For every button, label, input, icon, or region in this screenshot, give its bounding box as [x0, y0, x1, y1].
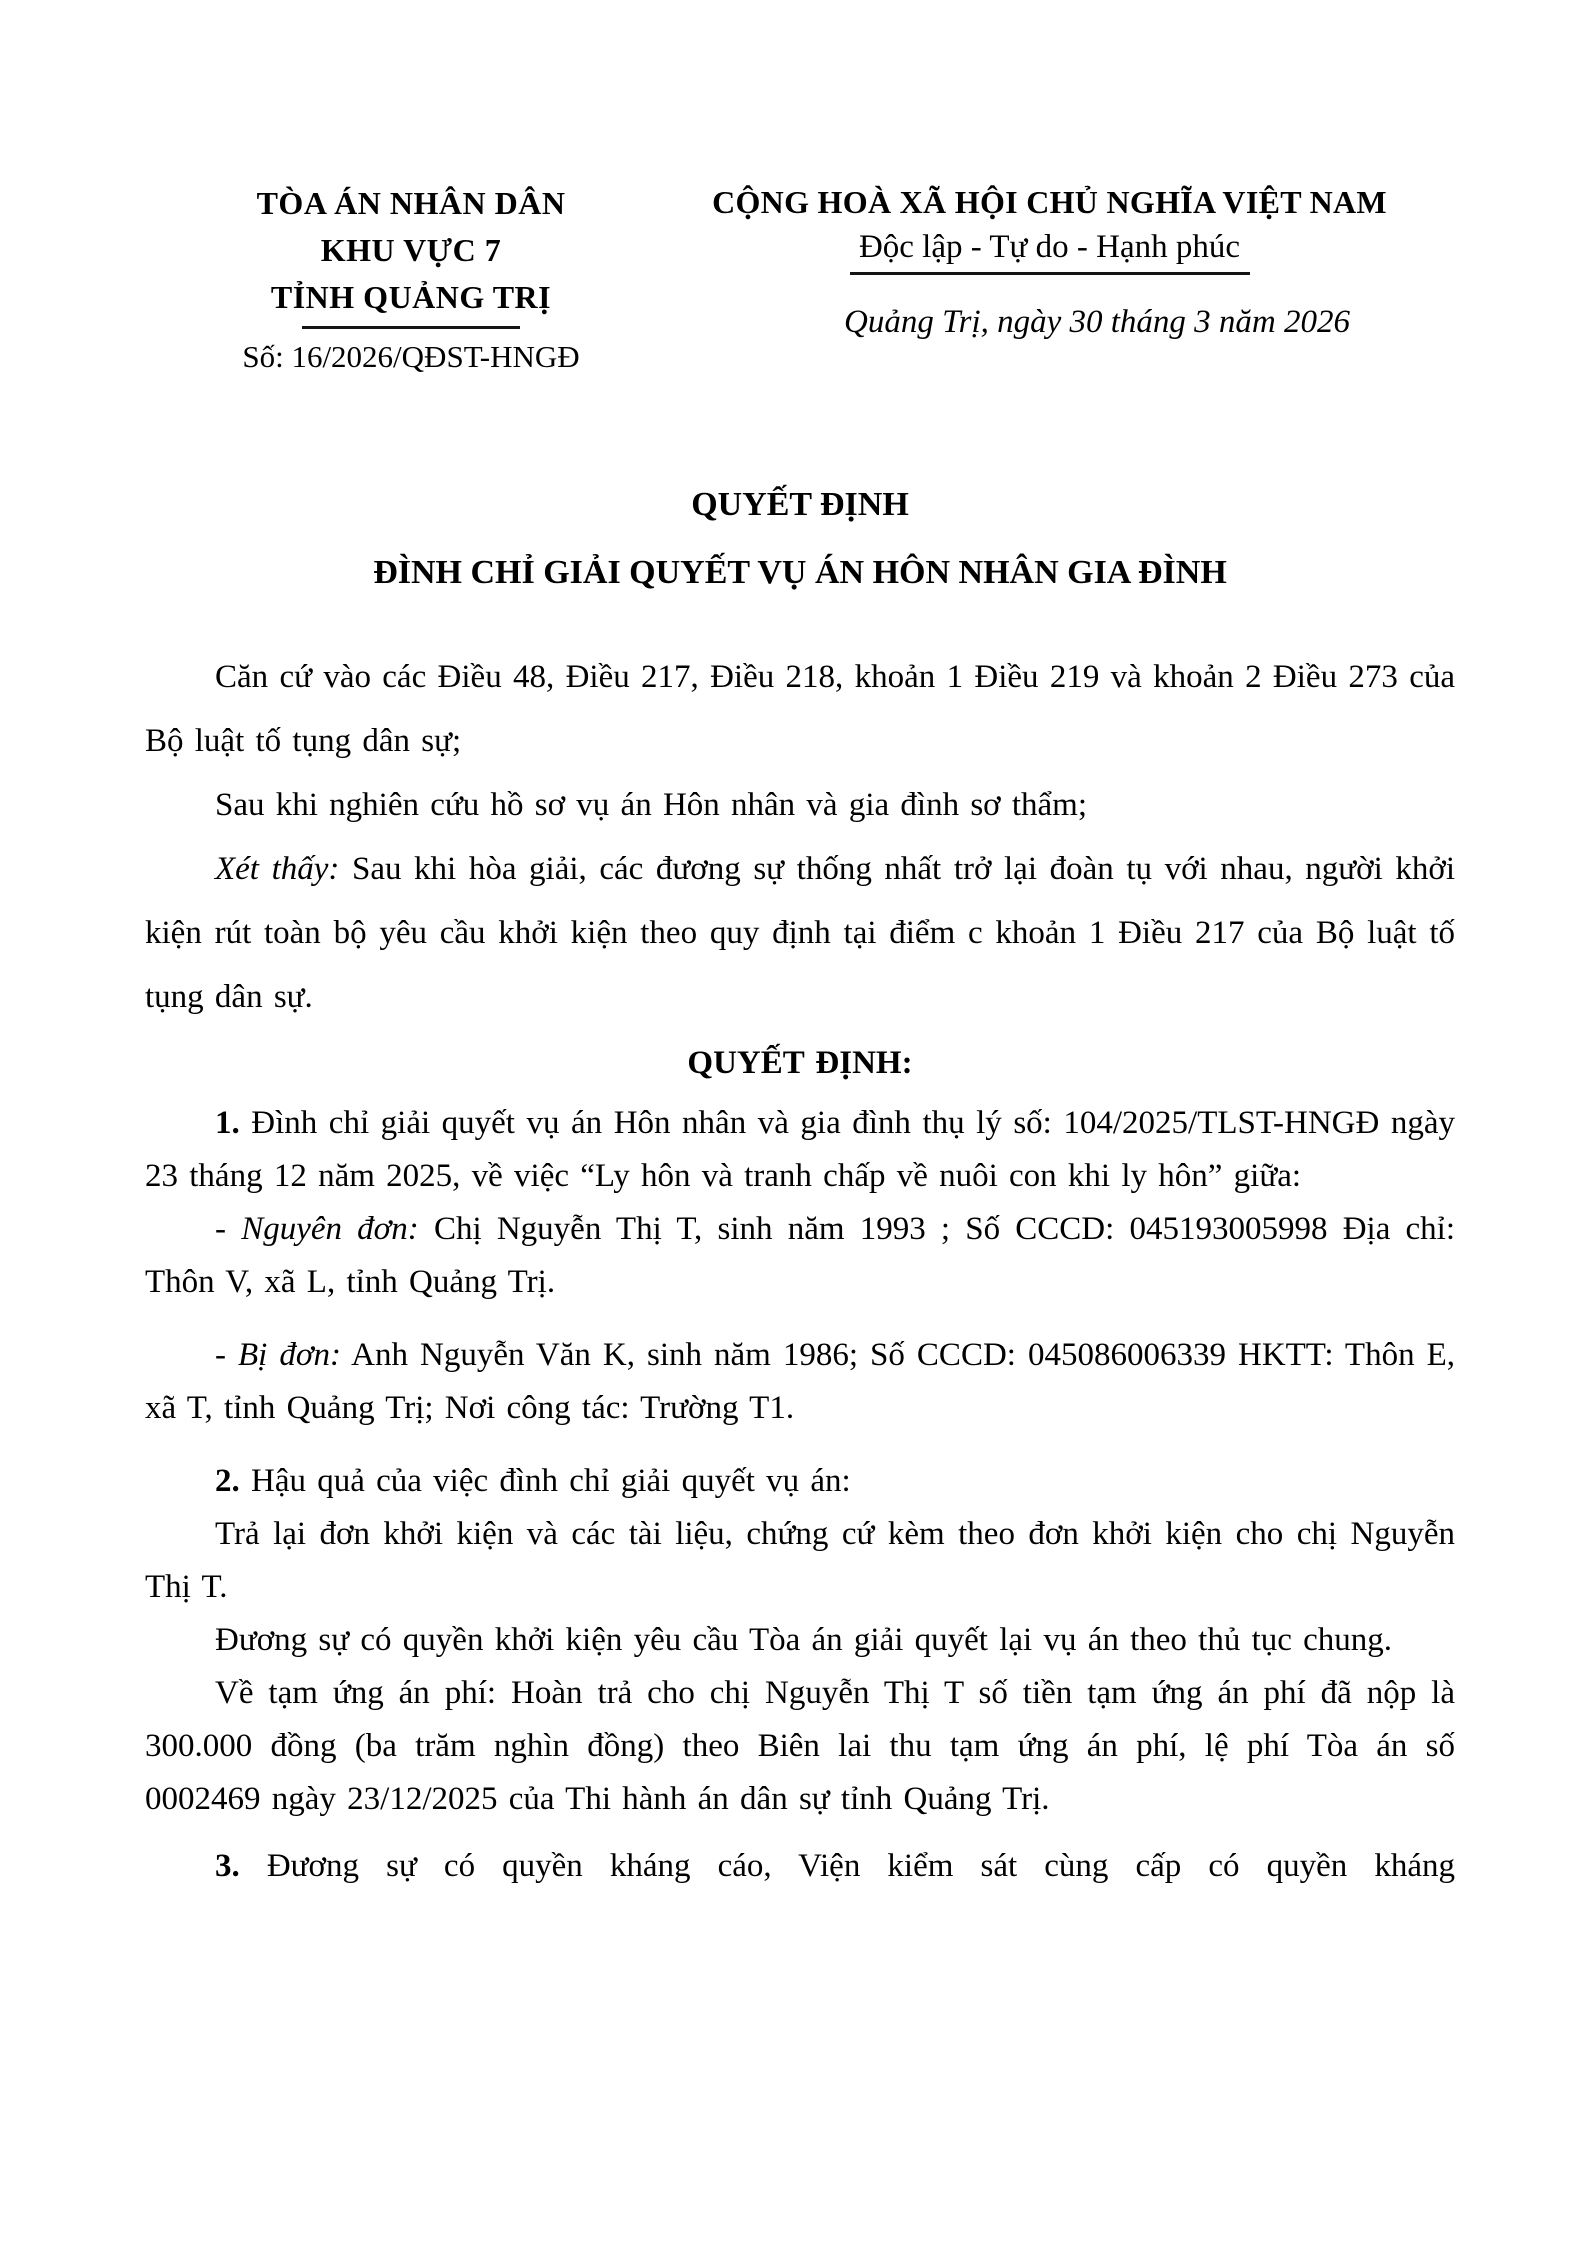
text-segment: 1. [215, 1105, 240, 1141]
text-segment: 3. [215, 1848, 240, 1884]
paragraph [145, 1455, 1455, 1508]
paragraph [145, 773, 1455, 837]
text-segment: - [215, 1211, 242, 1247]
document-number: Số: 16/2026/QĐST-HNGĐ [242, 339, 580, 374]
national-motto-line: Độc lập - Tự do - Hạnh phúc [858, 229, 1241, 265]
title-line1: QUYẾT ĐỊNH [691, 486, 909, 523]
court-header-divider [302, 326, 520, 329]
paragraph [145, 1667, 1455, 1826]
title-line2: ĐÌNH CHỈ GIẢI QUYẾT VỤ ÁN HÔN NHÂN GIA ĐÌNH [373, 554, 1227, 591]
text-segment: Đình chỉ giải quyết vụ án Hôn nhân và gia đình thụ lý số: 104/2025/TLST-HNGĐ ngày 23 tháng 12 năm 2025, về việc “Ly hôn và tranh chấp về nuôi con khi ly hôn” giữa: [145, 1105, 1455, 1194]
text-segment: Nguyên đơn: [241, 1211, 419, 1247]
paragraph [145, 1329, 1455, 1435]
document-title [145, 481, 1455, 597]
text-segment: Đương sự có quyền kháng cáo, Viện kiểm sát cùng cấp có quyền kháng [239, 1848, 1455, 1884]
paragraph [145, 1840, 1455, 1893]
court-name-line3: TỈNH QUẢNG TRỊ [270, 279, 552, 315]
national-name-line: CỘNG HOÀ XÃ HỘI CHỦ NGHĨA VIỆT NAM [712, 184, 1387, 220]
motto-divider [850, 272, 1250, 275]
text-segment: Căn cứ vào các Điều 48, Điều 217, Điều 218, khoản 1 Điều 219 và khoản 2 Điều 273 của Bộ luật tố tụng dân sự; [145, 659, 1455, 759]
paragraph [145, 837, 1455, 1029]
court-header-block [172, 180, 650, 378]
paragraph [145, 1614, 1455, 1667]
text-segment: Anh Nguyễn Văn K, sinh năm 1986; Số CCCD: 045086006339 HKTT: Thôn E, xã T, tỉnh Quảng Trị; Nơi công tác: Trường T1. [145, 1337, 1455, 1426]
text-segment: 2. [215, 1463, 240, 1499]
paragraph [145, 1097, 1455, 1203]
document-header [0, 0, 1586, 378]
paragraph [145, 1203, 1455, 1309]
paragraph [145, 1508, 1455, 1614]
court-name-line2: KHU VỰC 7 [320, 232, 502, 268]
text-segment: Sau khi nghiên cứu hồ sơ vụ án Hôn nhân và gia đình sơ thẩm; [215, 787, 1088, 823]
court-name-line1: TÒA ÁN NHÂN DÂN [256, 185, 566, 221]
text-segment: Chị Nguyễn Thị T, sinh năm 1993 ; Số CCCD: 045193005998 Địa chỉ: Thôn V, xã L, tỉnh Quảng Trị. [145, 1211, 1456, 1300]
paragraph [145, 645, 1455, 773]
text-segment: - [215, 1337, 239, 1373]
text-segment: Sau khi hòa giải, các đương sự thống nhất trở lại đoàn tụ với nhau, người khởi kiện rút toàn bộ yêu cầu khởi kiện theo quy định tại điểm c khoản 1 Điều 217 của Bộ luật tố tụng dân sự. [145, 851, 1455, 1015]
text-segment: Đương sự có quyền khởi kiện yêu cầu Tòa án giải quyết lại vụ án theo thủ tục chung. [215, 1622, 1393, 1658]
text-segment: Trả lại đơn khởi kiện và các tài liệu, chứng cứ kèm theo đơn khởi kiện cho chị Nguyễn Thị T. [145, 1516, 1455, 1605]
national-header-block [662, 180, 1437, 378]
text-segment: QUYẾT ĐỊNH: [687, 1045, 913, 1081]
text-segment: Hậu quả của việc đình chỉ giải quyết vụ án: [239, 1463, 851, 1499]
section-heading [145, 1035, 1455, 1091]
text-segment: Xét thấy: [215, 851, 340, 887]
text-segment: Về tạm ứng án phí: Hoàn trả cho chị Nguyễn Thị T số tiền tạm ứng án phí đã nộp là 300.000 đồng (ba trăm nghìn đồng) theo Biên lai thu tạm ứng án phí, lệ phí Tòa án số 0002469 ngày 23/12/2025 của Thi hành án dân sự tỉnh Quảng Trị. [145, 1675, 1455, 1817]
text-segment: Bị đơn: [238, 1337, 341, 1373]
place-date-line: Quảng Trị, ngày 30 tháng 3 năm 2026 [843, 304, 1351, 340]
document-body [145, 645, 1455, 1893]
